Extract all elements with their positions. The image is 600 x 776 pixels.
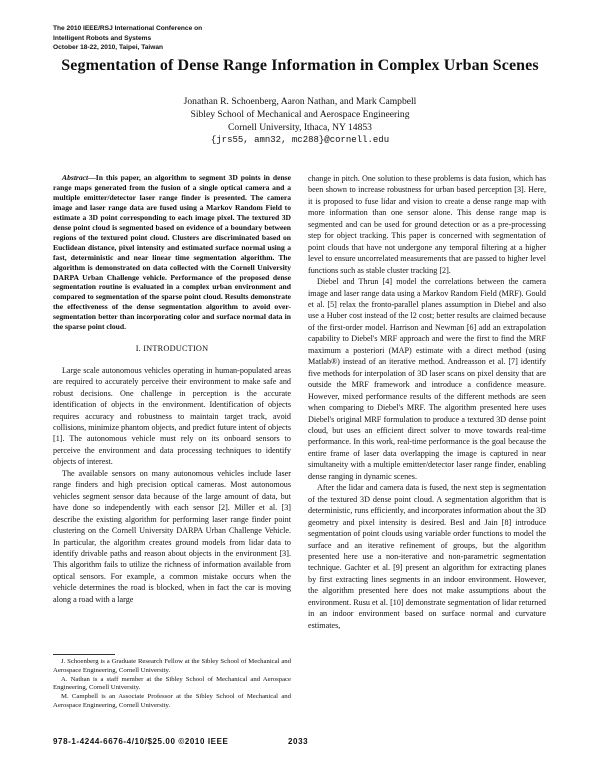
paragraph: change in pitch. One solution to these problems is data fusion, which has been shown to increase robustness for urban based perception [3]. Here, it is proposed to fuse lidar and vision to create a dense range map with more information than one sensor alone. This dense range map is segmented and can be used for ground detection or as a pre-processing step for object tracking. This paper is concerned with segmentation of point clouds that have not undergone any temporal filtering at a higher level to ensure uncorrelated measurements that are passed to higher level functions such as stable cluster tracking [2].: [308, 174, 546, 275]
left-column: [53, 173, 291, 605]
footnotes: [53, 658, 291, 711]
footnote: J. Schoenberg is a Graduate Research Fellow at the Sibley School of Mechanical and Aerospace Engineering, Cornell University.: [53, 658, 291, 674]
footnote: M. Campbell is an Associate Professor at the Sibley School of Mechanical and Aerospace Engineering, Cornell University.: [53, 693, 291, 709]
author-names: Jonathan R. Schoenberg, Aaron Nathan, and Mark Campbell: [183, 96, 417, 107]
footnote-rule: [53, 654, 115, 655]
section-heading-introduction: I. INTRODUCTION: [135, 344, 209, 354]
author-block: [0, 95, 600, 147]
conference-line-3: October 18-22, 2010, Taipei, Taiwan: [53, 44, 164, 52]
abstract: [53, 173, 291, 332]
footnote: A. Nathan is a staff member at the Sibley School of Mechanical and Aerospace Engineering, Cornell University.: [53, 675, 291, 692]
abstract-label: Abstract: [62, 173, 89, 182]
page-number: 2033: [288, 737, 309, 746]
abstract-text: —In this paper, an algorithm to segment 3D points in dense range maps generated from the fusion of a single optical camera and a multiple emitter/detector laser range finder is presented. The camera image and laser range data are fused using a Markov Random Field to estimate a 3D point corresponding to each image pixel. The textured 3D dense point cloud is segmented based on evidence of a boundary between regions of the textured point cloud. Clusters are discriminated based on Euclidean distance, pixel intensity and estimated surface normal using a fast, deterministic and near linear time segmentation algorithm. The algorithm is demonstrated on data collected with the Cornell University DARPA Urban Challenge vehicle. Performance of the proposed dense segmentation routine is evaluated in a complex urban environment and compared to segmentation of the sparse point cloud. Results demonstrate the effectiveness of the dense segmentation algorithm to avoid over-segmentation better than incorporating color and surface normal data in the sparse point cloud.: [53, 173, 291, 332]
paragraph: Diebel and Thrun [4] model the correlations between the camera image and laser range data using a Markov Random Field (MRF). Gould et al. [5] relax the fronto-parallel planes assumption in Diebel and also use a Huber cost instead of the l2 cost; better results are claimed because of the first-order model. Harrison and Newman [6] add an extrapolation capability to Diebel's MRF approach and were the first to find the MRF maximum a posteriori (MAP) estimate with a direct method (using Matlab®) instead of an iterative method. Andreasson et al. [7] identify five methods for interpolation of 3D laser scans on pixel density that are outside the MRF framework and introduce a confidence measure. However, mixed performance results of the different methods are seen when comparing to Diebel's MRF. The algorithm presented here uses Diebel's original MRF formulation to produce a textured 3D dense point cloud, but uses an efficient direct solver to move towards real-time performance. In this work, real-time performance is the goal because the entire frame of laser data overlapping the image is captured in near simultaneity with a multiple emitter/detector laser range finder, enabling dense ranging in dynamic scenes.: [308, 277, 546, 481]
author-address: Cornell University, Ithaca, NY 14853: [228, 122, 372, 133]
conference-line-2: Intelligent Robots and Systems: [53, 34, 152, 42]
conference-header: [53, 24, 293, 53]
paragraph: Large scale autonomous vehicles operating in human-populated areas are required to accurately perceive their environment to make safe and robust decisions. One challenge in perception is the accurate identification of objects in the environment. Identification of objects requires accuracy and robustness to maintain target track, avoid collisions, minimize phantom objects, and predict future intent of objects [1]. The autonomous vehicle must rely on its onboard sensors to perceive the environment and data processing techniques to identify objects of interest.: [53, 365, 291, 467]
right-column: [308, 173, 546, 631]
paragraph: After the lidar and camera data is fused, the next step is segmentation of the textured 3D dense point cloud. A segmentation algorithm that is deterministic, runs efficiently, and incorporates information about the 3D geometry and pixel intensity is desired. Besl and Jain [8] introduce segmentation of point clouds using variable order functions to model the surface and an iterative refinement of groups, but the algorithm presented here use a non-iterative and non-parametric segmentation technique. Gachter et al. [9] present an algorithm for extracting planes by first extracting lines segments in an indoor environment. However, the algorithm presented here does not make assumptions about the environment. Rusu et al. [10] demonstrate segmentation of lidar returned in an indoor environment based on surface normal and curvature estimates,: [308, 483, 546, 630]
paragraph: The available sensors on many autonomous vehicles include laser range finders and high precision optical cameras. Most autonomous vehicles segment sensor data because of the large amount of data, but have done so independently with each sensor [2]. Miller et al. [3] describe the existing algorithm for performing laser range finder point clustering on the Cornell University DARPA Urban Challenge Vehicle. In particular, the algorithm creates ground models from lidar data to identify drivable paths and reason about objects in the environment [3]. This algorithm fails to utilize the richness of information available from optical sensors. For example, a common mistake occurs when the vehicle determines the road is blocked, when in fact the car is moving along a road with a large: [53, 468, 291, 604]
isbn-footer: 978-1-4244-6676-4/10/$25.00 ©2010 IEEE: [53, 737, 229, 746]
author-email: {jrs55, amn32, mc288}@cornell.edu: [210, 135, 390, 145]
paper-title: Segmentation of Dense Range Information in Complex Urban Scenes: [61, 57, 539, 74]
author-school: Sibley School of Mechanical and Aerospace Engineering: [190, 109, 410, 120]
conference-line-1: The 2010 IEEE/RSJ International Conference on: [53, 25, 203, 32]
